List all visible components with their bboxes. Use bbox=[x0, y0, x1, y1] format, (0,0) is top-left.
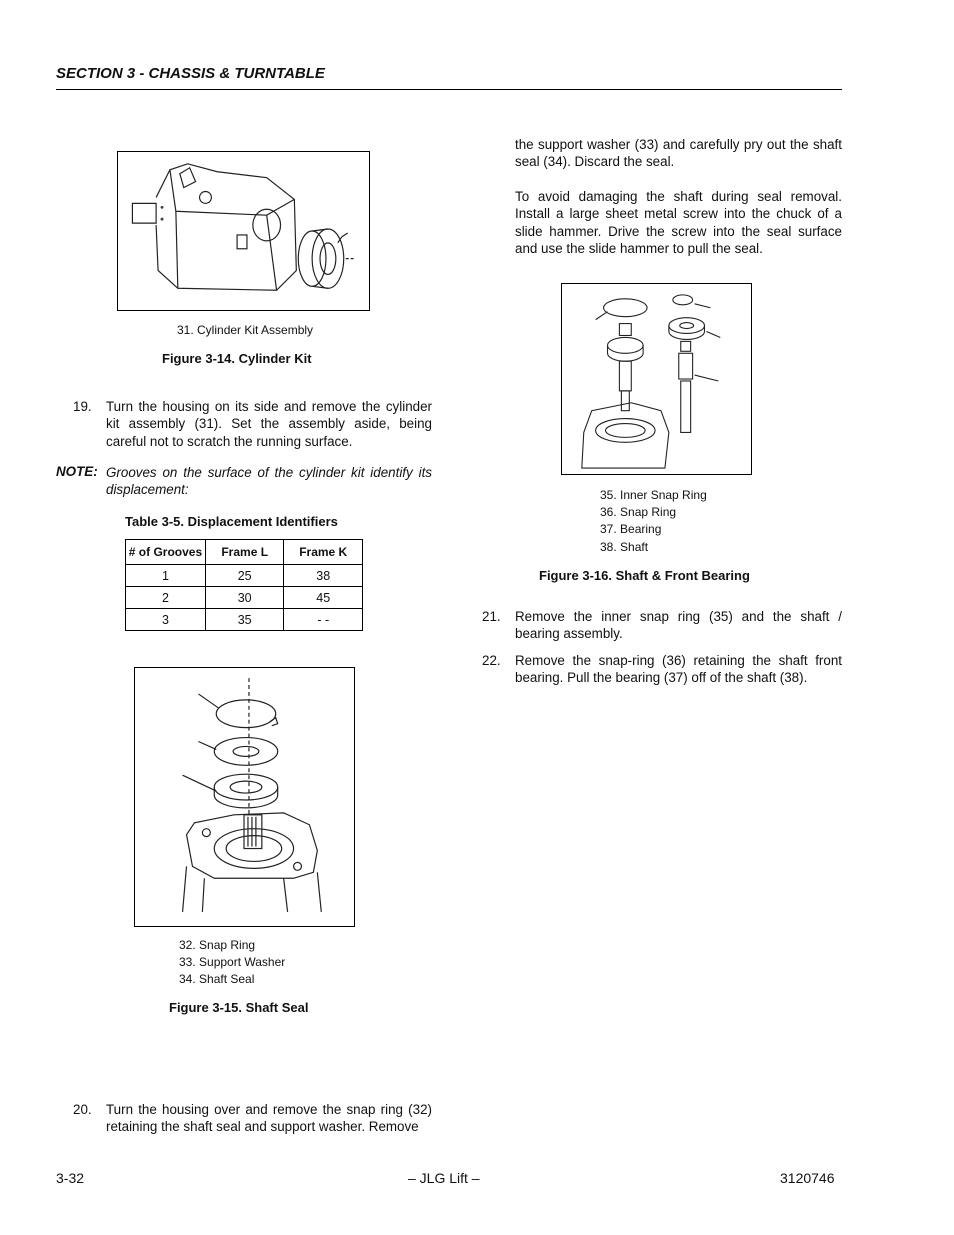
step-20-text: Turn the housing over and remove the snap ring (32) retaining the shaft seal and support washer. Remove bbox=[106, 1102, 432, 1135]
table-cell: - - bbox=[284, 609, 363, 631]
page-number: 3-32 bbox=[56, 1170, 85, 1186]
table-cell: 38 bbox=[284, 565, 363, 587]
legend-item: 33. Support Washer bbox=[179, 955, 286, 970]
section-title: SECTION 3 - CHASSIS & TURNTABLE bbox=[56, 65, 325, 82]
table-3-5-title: Table 3-5. Displacement Identifiers bbox=[125, 514, 338, 529]
step-21-number: 21. bbox=[482, 609, 501, 624]
table-cell: 25 bbox=[205, 565, 284, 587]
displacement-table bbox=[125, 539, 363, 631]
figure-3-15-image bbox=[134, 667, 355, 927]
table-cell: 45 bbox=[284, 587, 363, 609]
figure-3-16-legend bbox=[600, 487, 707, 556]
table-header-row bbox=[126, 540, 363, 565]
step-21-text: Remove the inner snap ring (35) and the shaft / bearing assembly. bbox=[515, 609, 842, 642]
table-cell: 1 bbox=[126, 565, 206, 587]
table-header-cell: Frame L bbox=[205, 540, 284, 565]
seal-removal-tip: To avoid damaging the shaft during seal removal. Install a large sheet metal screw into the chuck of a slide hammer. Drive the screw into the seal surface and use the slide hammer to pull the seal. bbox=[515, 189, 842, 257]
cylinder-kit-drawing bbox=[118, 152, 369, 310]
step-22-number: 22. bbox=[482, 653, 501, 668]
table-cell: 35 bbox=[205, 609, 284, 631]
step-19-number: 19. bbox=[73, 399, 92, 414]
table-cell: 30 bbox=[205, 587, 284, 609]
table-header-cell: # of Grooves bbox=[126, 540, 206, 565]
shaft-bearing-drawing bbox=[562, 284, 751, 474]
step-20-number: 20. bbox=[73, 1102, 92, 1117]
table-row bbox=[126, 565, 363, 587]
figure-3-16-caption: Figure 3-16. Shaft & Front Bearing bbox=[539, 568, 750, 583]
table-cell: 3 bbox=[126, 609, 206, 631]
note-text: Grooves on the surface of the cylinder kit identify its displacement: bbox=[106, 465, 432, 498]
figure-3-14-caption: Figure 3-14. Cylinder Kit bbox=[162, 351, 312, 366]
figure-3-14-legend bbox=[177, 322, 313, 339]
table-row bbox=[126, 587, 363, 609]
footer-brand: – JLG Lift – bbox=[408, 1170, 480, 1186]
figure-3-15-legend bbox=[179, 937, 285, 989]
legend-item: 37. Bearing bbox=[600, 522, 662, 537]
header-rule bbox=[56, 89, 842, 90]
document-number: 3120746 bbox=[780, 1170, 835, 1186]
table-cell: 2 bbox=[126, 587, 206, 609]
table-row bbox=[126, 609, 363, 631]
step-20-continued: the support washer (33) and carefully pry out the shaft seal (34). Discard the seal. bbox=[515, 137, 842, 170]
legend-item: 35. Inner Snap Ring bbox=[600, 488, 707, 502]
note-label: NOTE: bbox=[56, 464, 98, 479]
shaft-seal-drawing bbox=[135, 668, 354, 926]
table-header-cell: Frame K bbox=[284, 540, 363, 565]
legend-item: 31. Cylinder Kit Assembly bbox=[177, 323, 314, 337]
legend-item: 32. Snap Ring bbox=[179, 938, 256, 952]
figure-3-15-caption: Figure 3-15. Shaft Seal bbox=[169, 1000, 309, 1015]
figure-3-14-image bbox=[117, 151, 370, 311]
legend-item: 36. Snap Ring bbox=[600, 505, 677, 520]
legend-item: 34. Shaft Seal bbox=[179, 972, 255, 987]
step-19-text: Turn the housing on its side and remove the cylinder kit assembly (31). Set the assembly aside, being careful not to scratch the running surface. bbox=[106, 399, 432, 449]
legend-item: 38. Shaft bbox=[600, 539, 649, 554]
step-22-text: Remove the snap-ring (36) retaining the shaft front bearing. Pull the bearing (37) off of the shaft (38). bbox=[515, 653, 842, 686]
figure-3-16-image bbox=[561, 283, 752, 475]
